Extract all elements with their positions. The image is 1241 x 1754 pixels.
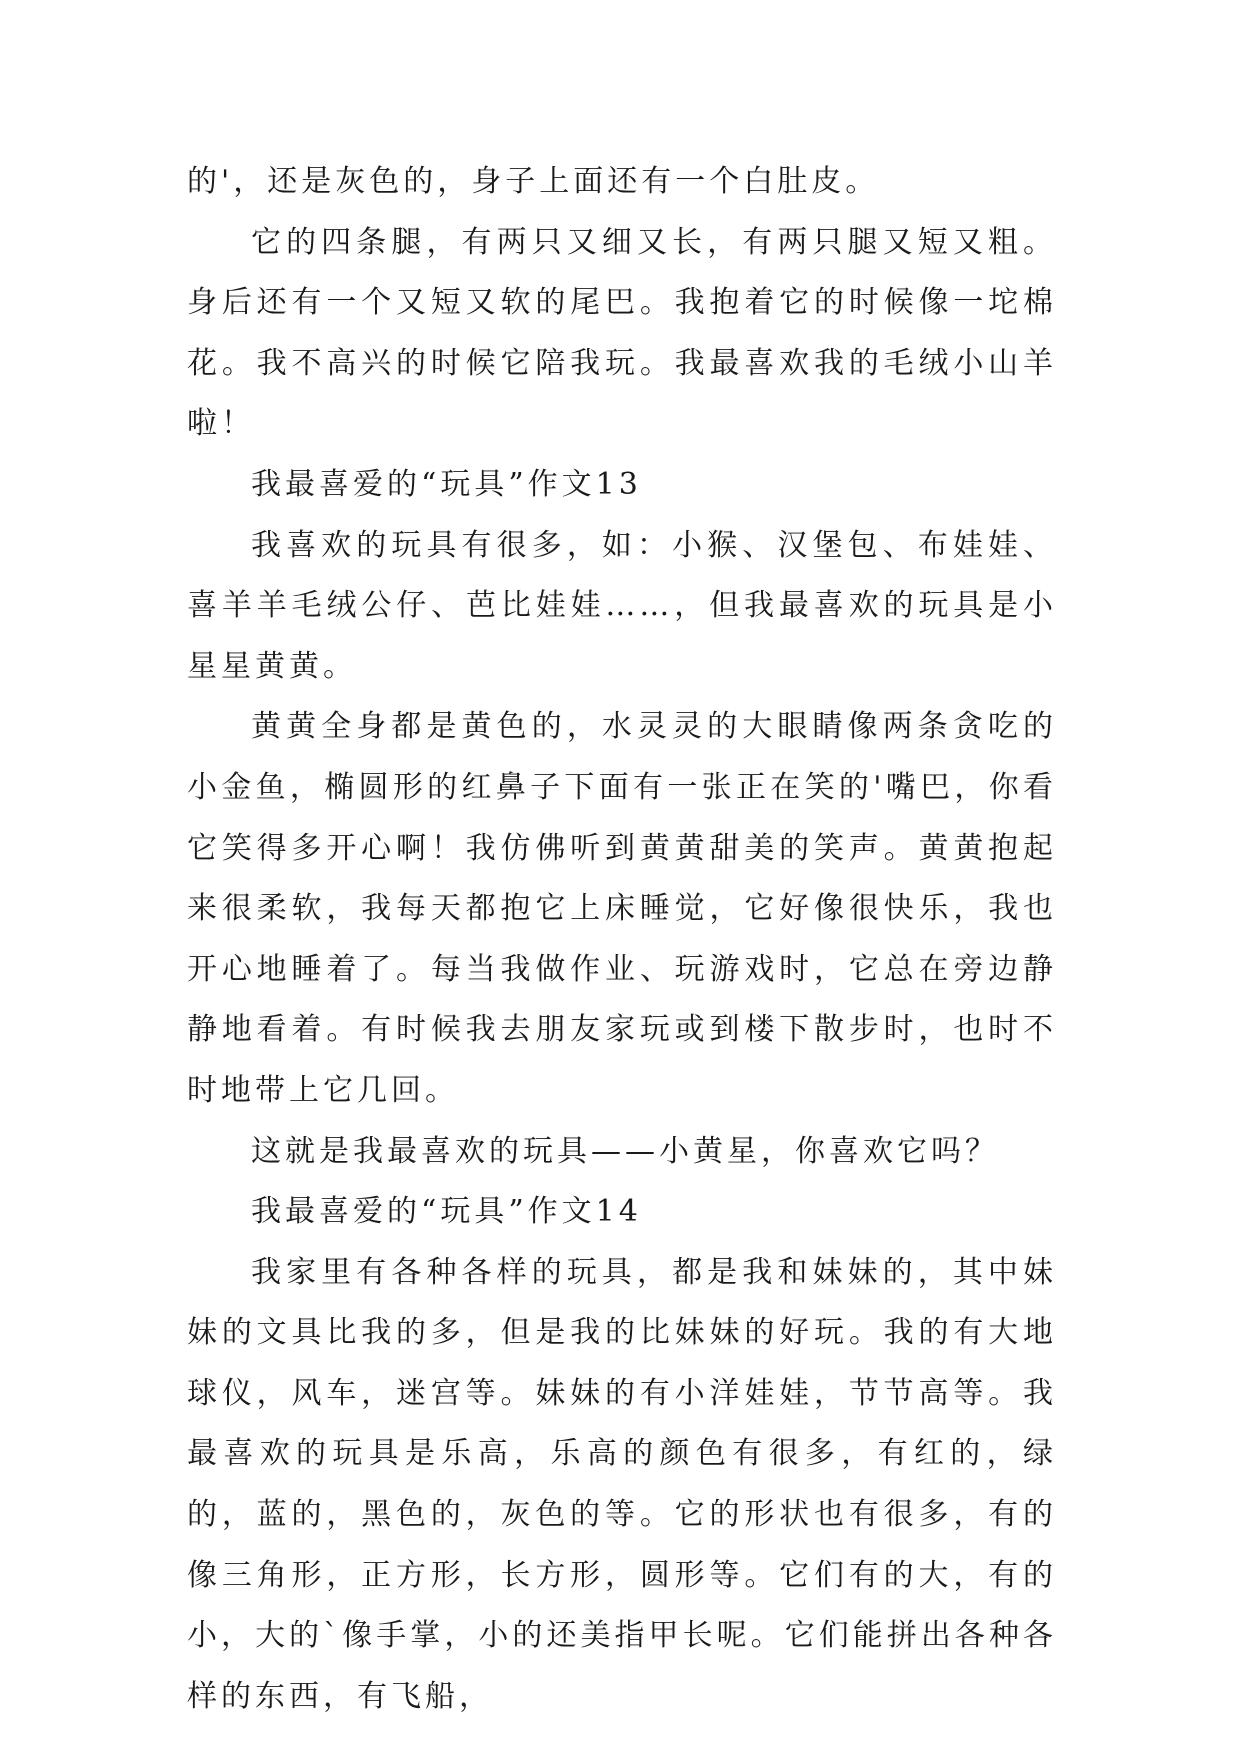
paragraph: 我家里有各种各样的玩具，都是我和妹妹的，其中妹妹的文具比我的多，但是我的比妹妹的好玩。我的有大地球仪，风车，迷宫等。妹妹的有小洋娃娃，节节高等。我最喜欢的玩具是乐高，乐高的颜色有很多，有红的，绿的，蓝的，黑色的，灰色的等。它的形状也有很多，有的像三角形，正方形，长方形，圆形等。它们有的大，有的小，大的`像手掌，小的还美指甲长呢。它们能拼出各种各样的东西，有飞船， bbox=[187, 1254, 1057, 1714]
document-body bbox=[187, 152, 1057, 1727]
paragraph: 这就是我最喜欢的玩具——小黄星，你喜欢它吗？ bbox=[251, 1133, 999, 1169]
paragraph: 我喜欢的玩具有很多，如：小猴、汉堡包、布娃娃、喜羊羊毛绒公仔、芭比娃娃……，但我最喜欢的玩具是小星星黄黄。 bbox=[187, 527, 1057, 684]
paragraph: 它的四条腿，有两只又细又长，有两只腿又短又粗。身后还有一个又短又软的尾巴。我抱着它的时候像一坨棉花。我不高兴的时候它陪我玩。我最喜欢我的毛绒小山羊啦！ bbox=[187, 224, 1057, 442]
essay-heading: 我最喜爱的“玩具”作文14 bbox=[251, 1194, 642, 1230]
paragraph: 的'，还是灰色的，身子上面还有一个白肚皮。 bbox=[187, 164, 880, 199]
paragraph: 黄黄全身都是黄色的，水灵灵的大眼睛像两条贪吃的小金鱼，椭圆形的红鼻子下面有一张正在笑的'嘴巴，你看它笑得多开心啊！我仿佛听到黄黄甜美的笑声。黄黄抱起来很柔软，我每天都抱它上床睡觉，它好像很快乐，我也开心地睡着了。每当我做作业、玩游戏时，它总在旁边静静地看着。有时候我去朋友家玩或到楼下散步时，也时不时地带上它几回。 bbox=[187, 709, 1057, 1108]
essay-heading: 我最喜爱的“玩具”作文13 bbox=[251, 466, 642, 502]
